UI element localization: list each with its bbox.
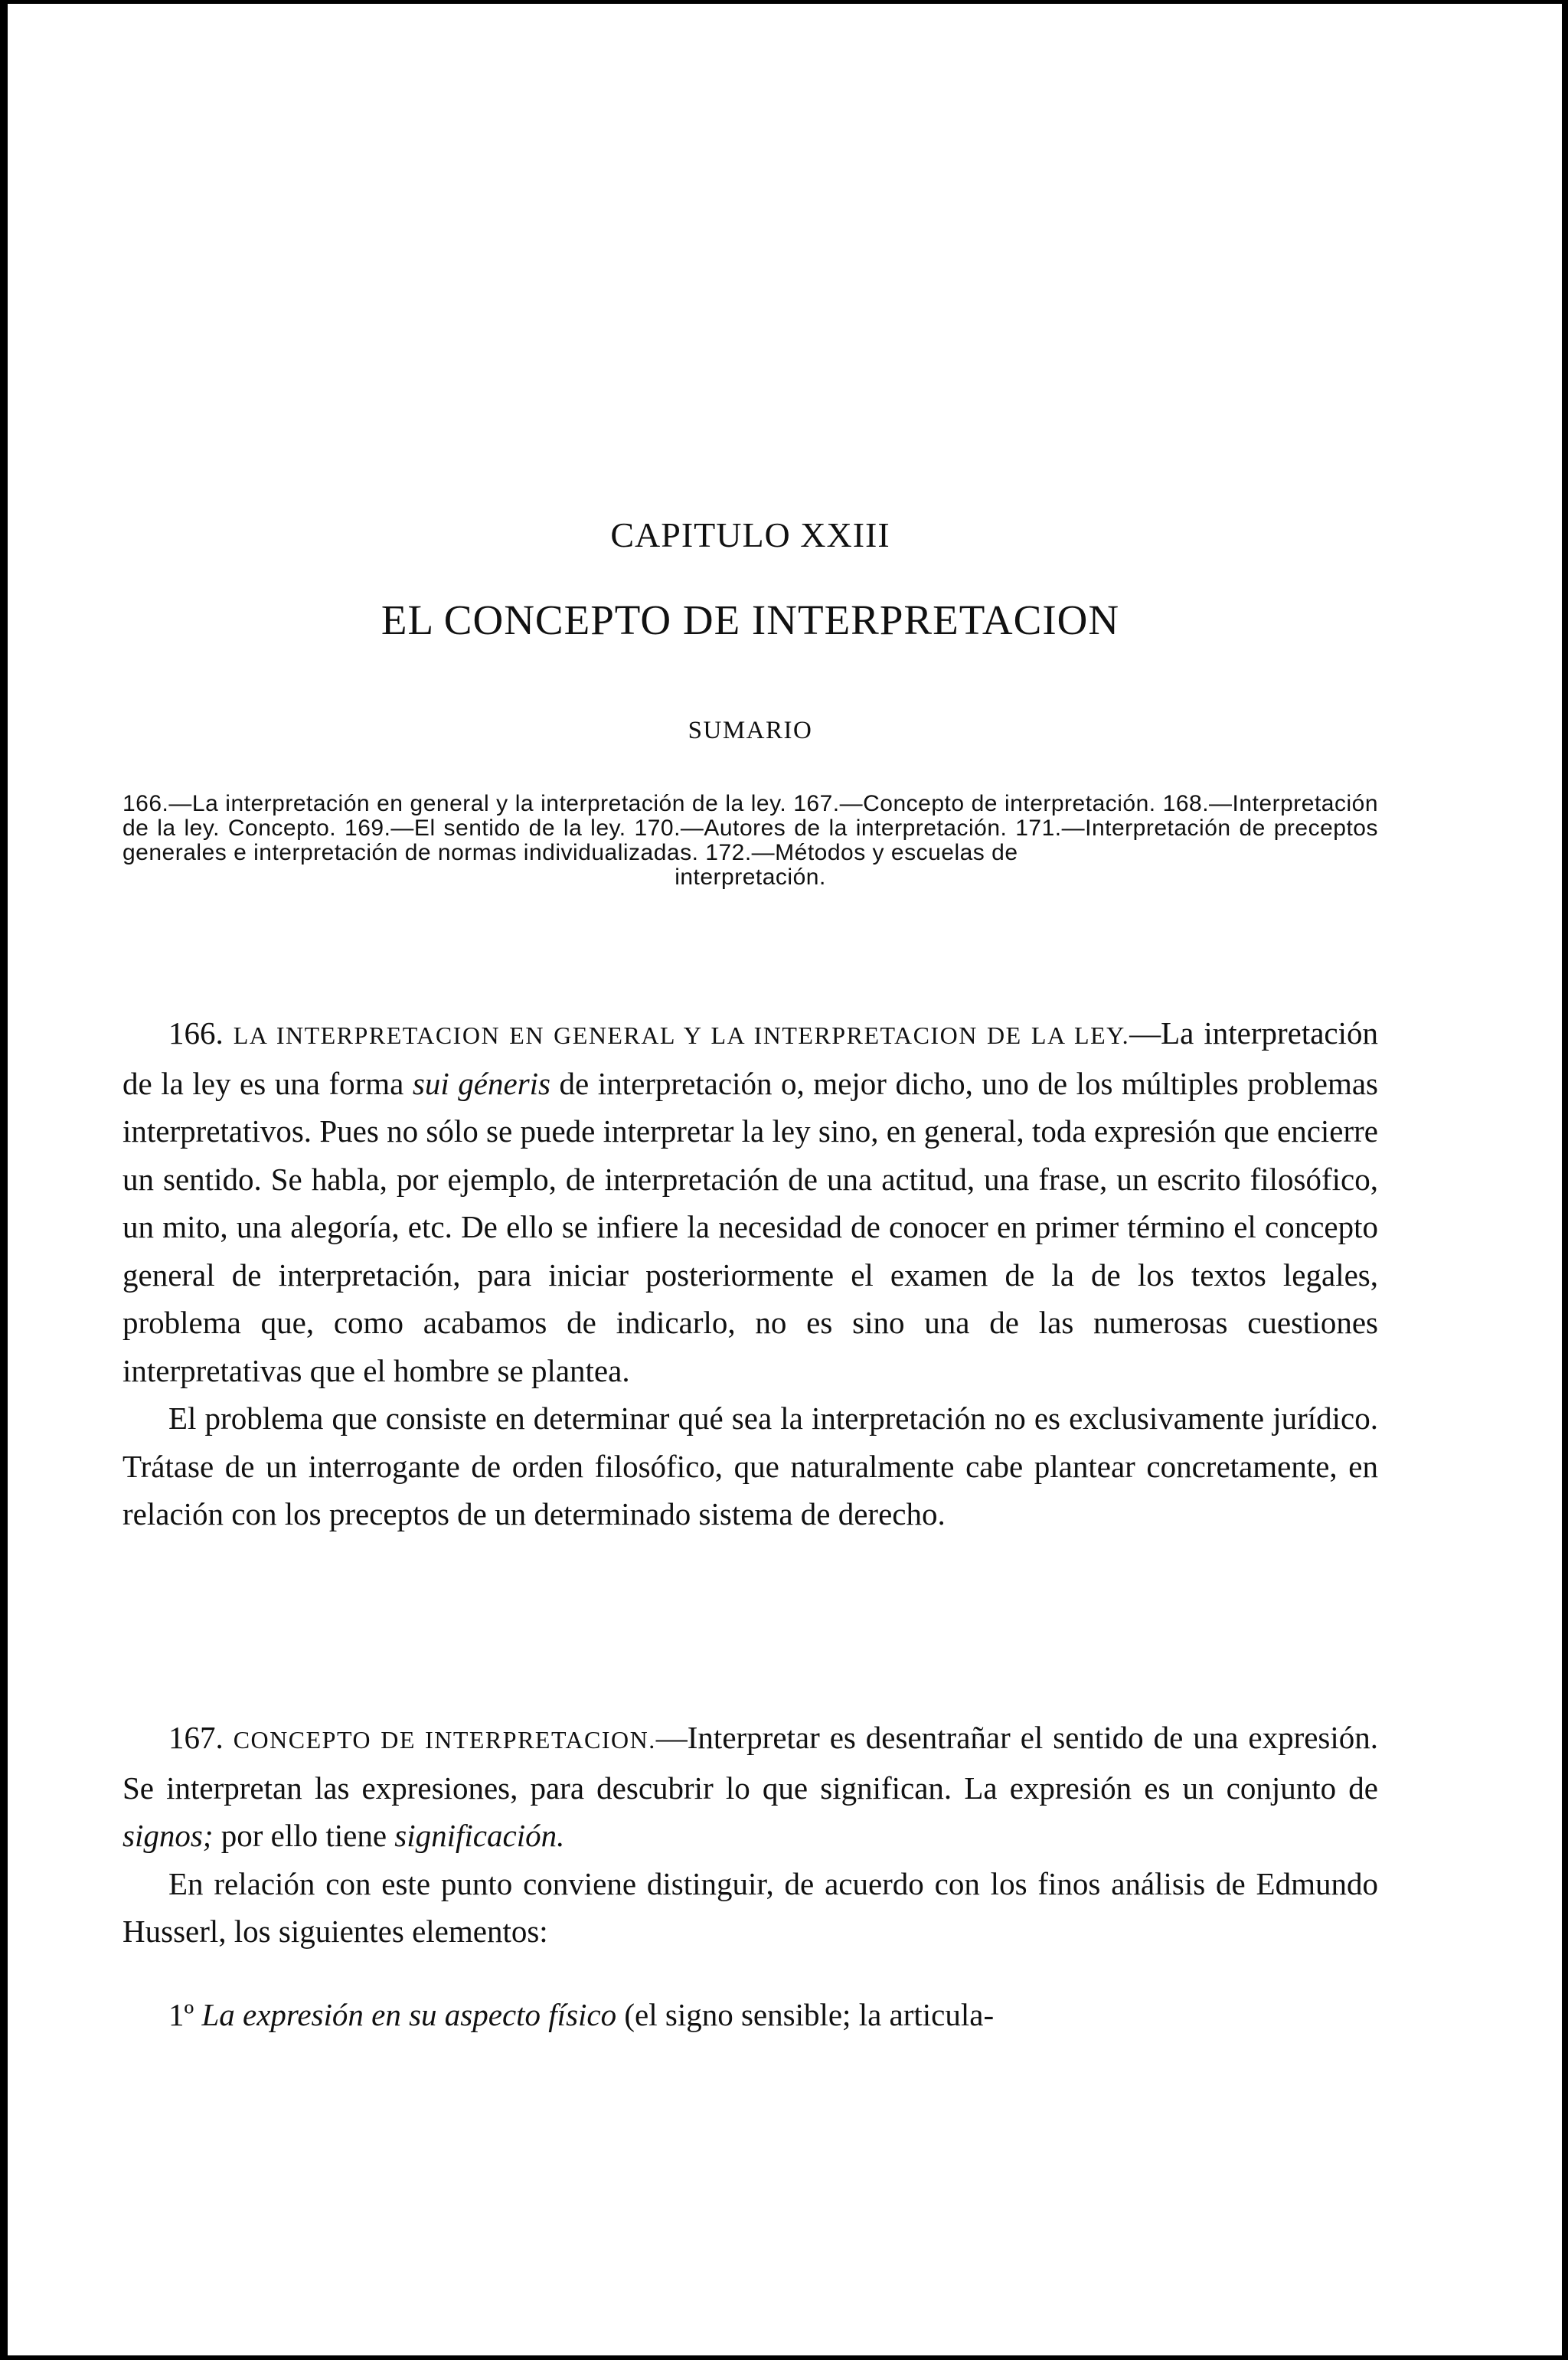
section-167-number: 167. — [168, 1720, 224, 1755]
section-166-text-b: de interpretación o, mejor dicho, uno de los múltiples problemas interpretativos. Pues no sólo se puede interpretar la ley sino, en general, toda expresión que encierre un sentido. Se habla, por ejemplo, de interpretación de una actitud, una frase, un escrito filosófico, un mito, una alegoría, etc. De ello se infiere la necesidad de conocer en primer término el concepto general de interpretación, para iniciar posteriormente el examen de la de los textos legales, problema que, como acabamos de indicarlo, no es sino una de las numerosas cuestiones interpretativas que el hombre se plantea. — [122, 1065, 1378, 1388]
section-166-number: 166. — [168, 1015, 224, 1051]
section-166-paragraph-1 — [122, 1009, 1378, 1394]
section-167-italic-signos: signos; — [122, 1818, 214, 1853]
chapter-title: EL CONCEPTO DE INTERPRETACION — [381, 597, 1120, 643]
section-167-paragraph-2: En relación con este punto conviene distinguir, de acuerdo con los finos análisis de Edmundo Husserl, los siguientes elementos: — [122, 1865, 1378, 1949]
scan-border-top — [0, 0, 1568, 4]
sumario-body: 166.—La interpretación en general y la interpretación de la ley. 167.—Concepto de interpretación. 168.—Interpretación de la ley. Concepto. 169.—El sentido de la ley. 170.—Autores de la interpretación. 171.—Interpretación de preceptos generales e interpretación de normas individualizadas. 172.—Métodos y escuelas de — [122, 791, 1378, 865]
section-166 — [122, 1009, 1378, 1538]
scan-border-bottom — [0, 2355, 1568, 2360]
section-166-paragraph-2: El problema que consiste en determinar qué sea la interpretación no es exclusivamente jurídico. Trátase de un interrogante de orden filosófico, que naturalmente cabe plantear concretamente, en relación con los preceptos de un determinado sistema de derecho. — [122, 1401, 1378, 1531]
section-167-paragraph-1 — [122, 1714, 1378, 1860]
chapter-number: CAPITULO XXIII — [610, 515, 890, 554]
list-item-1-italic: La expresión en su aspecto físico — [201, 1997, 617, 2032]
section-167-heading: CONCEPTO DE INTERPRETACION. — [233, 1726, 656, 1754]
section-166-italic: sui géneris — [412, 1065, 550, 1101]
section-167-italic-significacion: significación. — [394, 1818, 565, 1853]
sumario-heading: SUMARIO — [688, 717, 813, 744]
sumario-text — [122, 792, 1378, 890]
section-167 — [122, 1714, 1378, 1956]
section-167-text-b: por ello tiene — [213, 1818, 395, 1853]
list-item-1-text — [122, 1991, 1378, 2039]
section-166-text-a: —La interpretación de la ley es una forma — [122, 1015, 1379, 1101]
scan-border-right — [1562, 0, 1568, 2360]
list-item-1 — [122, 1991, 1378, 2039]
section-167-text-a: —Interpretar es desentrañar el sentido de una expresión. Se interpretan las expresiones, para descubrir lo que significan. La expresión es un conjunto de — [122, 1720, 1379, 1806]
list-item-1-rest: (el signo sensible; la articula- — [616, 1997, 995, 2032]
section-166-heading: LA INTERPRETACION EN GENERAL Y LA INTERPRETACION DE LA LEY. — [233, 1021, 1130, 1049]
sumario-last-line: interpretación. — [675, 865, 826, 890]
list-item-1-marker: 1º — [168, 1997, 194, 2032]
scan-border-left — [0, 0, 8, 2360]
